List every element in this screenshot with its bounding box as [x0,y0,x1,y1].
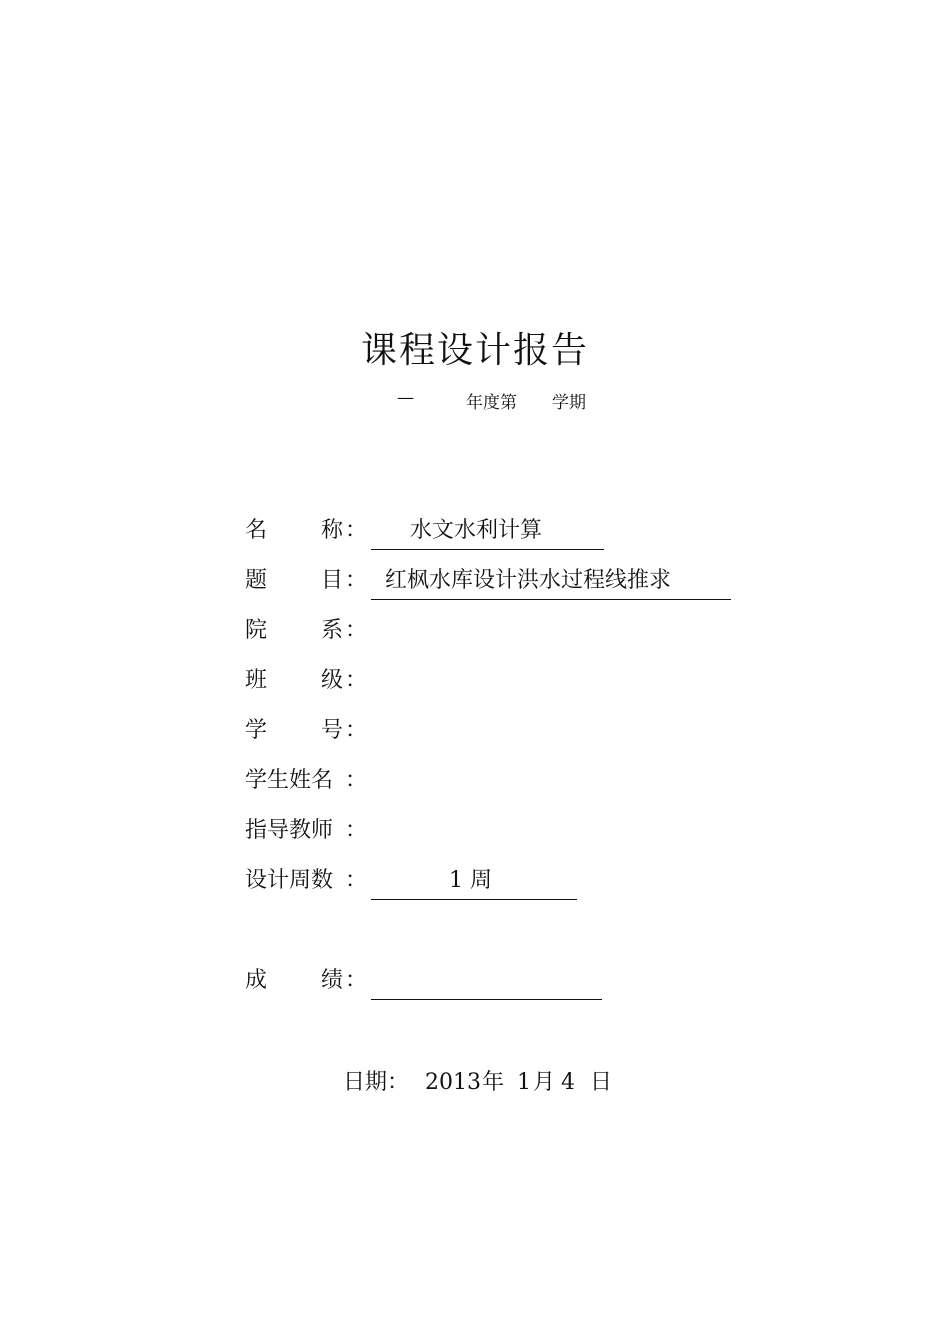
term-semester-label: 学期 [552,393,586,413]
label-colon: ： [345,618,368,643]
label-char: 系 [321,618,344,643]
field-label [245,614,367,648]
label-char: 名 [245,518,268,543]
field-label [245,514,367,548]
label-char: 院 [245,618,268,643]
label-char: 成 [245,968,268,993]
course-name-underline [371,549,604,550]
label-char: 学 [245,718,268,743]
field-label [245,964,367,998]
label-char: 题 [245,568,268,593]
topic-value: 红枫水库设计洪水过程线推求 [385,568,672,593]
date-month: 1 [517,1070,531,1095]
label-char: 号 [321,718,344,743]
label-char: 目 [321,568,344,593]
label-colon: ： [345,518,368,543]
design-weeks-value: 1 周 [449,868,492,893]
date-day-unit: 日 [590,1070,613,1095]
report-title: 课程设计报告 [360,330,589,371]
label-char: 班 [245,668,268,693]
date-label: 日期： [343,1070,410,1095]
academic-term-line [0,388,950,412]
grade-underline [371,999,602,1000]
date-year: 2013 [425,1070,481,1095]
label-text: 设计周数 [245,868,334,893]
field-label [245,714,367,748]
date-day: 4 [561,1070,575,1095]
label-colon: ： [345,568,368,593]
label-text: 学生姓名 [245,768,334,793]
term-dash: — [397,388,414,408]
field-label [245,564,367,598]
topic-underline [371,599,731,600]
label-colon: ： [345,868,368,893]
label-char: 级 [321,668,344,693]
label-colon: ： [345,668,368,693]
label-text: 指导教师 [245,818,334,843]
term-year-label: 年度第 [466,393,517,413]
date-month-unit: 月 [533,1070,556,1095]
label-char: 称 [321,518,344,543]
course-name-value: 水文水利计算 [410,518,543,543]
field-label [245,764,367,798]
date-year-unit: 年 [482,1070,505,1095]
field-label [245,664,367,698]
label-char: 绩 [321,968,344,993]
field-label [245,864,367,898]
field-label [245,814,367,848]
design-weeks-underline [371,899,577,900]
label-colon: ： [345,968,368,993]
label-colon: ： [345,768,368,793]
label-colon: ： [345,818,368,843]
label-colon: ： [345,718,368,743]
